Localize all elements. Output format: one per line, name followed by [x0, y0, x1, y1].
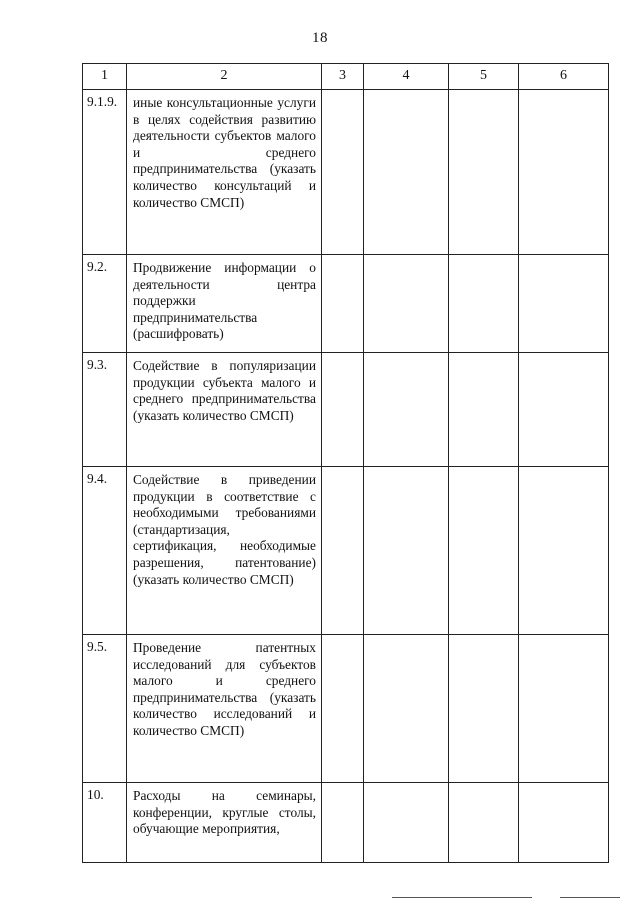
row-number: 9.3. [83, 353, 127, 467]
table-row [83, 90, 609, 255]
cell-col-3 [322, 255, 364, 353]
cell-col-6 [519, 467, 609, 635]
cell-col-3 [322, 467, 364, 635]
cell-col-4 [364, 353, 449, 467]
row-number: 9.4. [83, 467, 127, 635]
scan-artifact-line [560, 897, 620, 898]
row-description: Содействие в популяризации продукции субъекта малого и среднего предпринимательства (указать количество СМСП) [127, 353, 322, 467]
cell-col-6 [519, 353, 609, 467]
table-row [83, 255, 609, 353]
cell-col-5 [449, 90, 519, 255]
row-description: Расходы на семинары, конференции, круглые столы, обучающие мероприятия, [127, 783, 322, 863]
column-header-6: 6 [519, 64, 609, 90]
column-header-5: 5 [449, 64, 519, 90]
row-number: 9.2. [83, 255, 127, 353]
cell-col-5 [449, 783, 519, 863]
column-header-1: 1 [83, 64, 127, 90]
column-header-4: 4 [364, 64, 449, 90]
row-number: 10. [83, 783, 127, 863]
cell-col-3 [322, 783, 364, 863]
cell-col-4 [364, 255, 449, 353]
cell-col-5 [449, 635, 519, 783]
cell-col-5 [449, 467, 519, 635]
scan-artifact-line [392, 897, 532, 898]
cell-col-3 [322, 353, 364, 467]
cell-col-6 [519, 90, 609, 255]
table-header-row [83, 64, 609, 90]
row-description: Проведение патентных исследований для субъектов малого и среднего предпринимательства (указать количество исследований и количество СМСП) [127, 635, 322, 783]
cell-col-6 [519, 635, 609, 783]
cell-col-5 [449, 255, 519, 353]
row-number: 9.5. [83, 635, 127, 783]
row-number: 9.1.9. [83, 90, 127, 255]
row-description: Содействие в приведении продукции в соответствие с необходимыми требованиями (стандартизация, сертификация, необходимые разрешения, патентование) (указать количество СМСП) [127, 467, 322, 635]
cell-col-4 [364, 783, 449, 863]
cell-col-4 [364, 635, 449, 783]
table-row [83, 467, 609, 635]
row-description: Продвижение информации о деятельности центра поддержки предпринимательства (расшифровать) [127, 255, 322, 353]
column-header-2: 2 [127, 64, 322, 90]
page-number: 18 [312, 30, 328, 46]
cell-col-3 [322, 635, 364, 783]
table-row [83, 353, 609, 467]
cell-col-3 [322, 90, 364, 255]
report-table [82, 63, 609, 863]
column-header-3: 3 [322, 64, 364, 90]
row-description: иные консультационные услуги в целях содействия развитию деятельности субъектов малого и среднего предпринимательства (указать количество консультаций и количество СМСП) [127, 90, 322, 255]
cell-col-4 [364, 90, 449, 255]
cell-col-6 [519, 783, 609, 863]
table-row [83, 783, 609, 863]
cell-col-5 [449, 353, 519, 467]
cell-col-4 [364, 467, 449, 635]
cell-col-6 [519, 255, 609, 353]
table-row [83, 635, 609, 783]
